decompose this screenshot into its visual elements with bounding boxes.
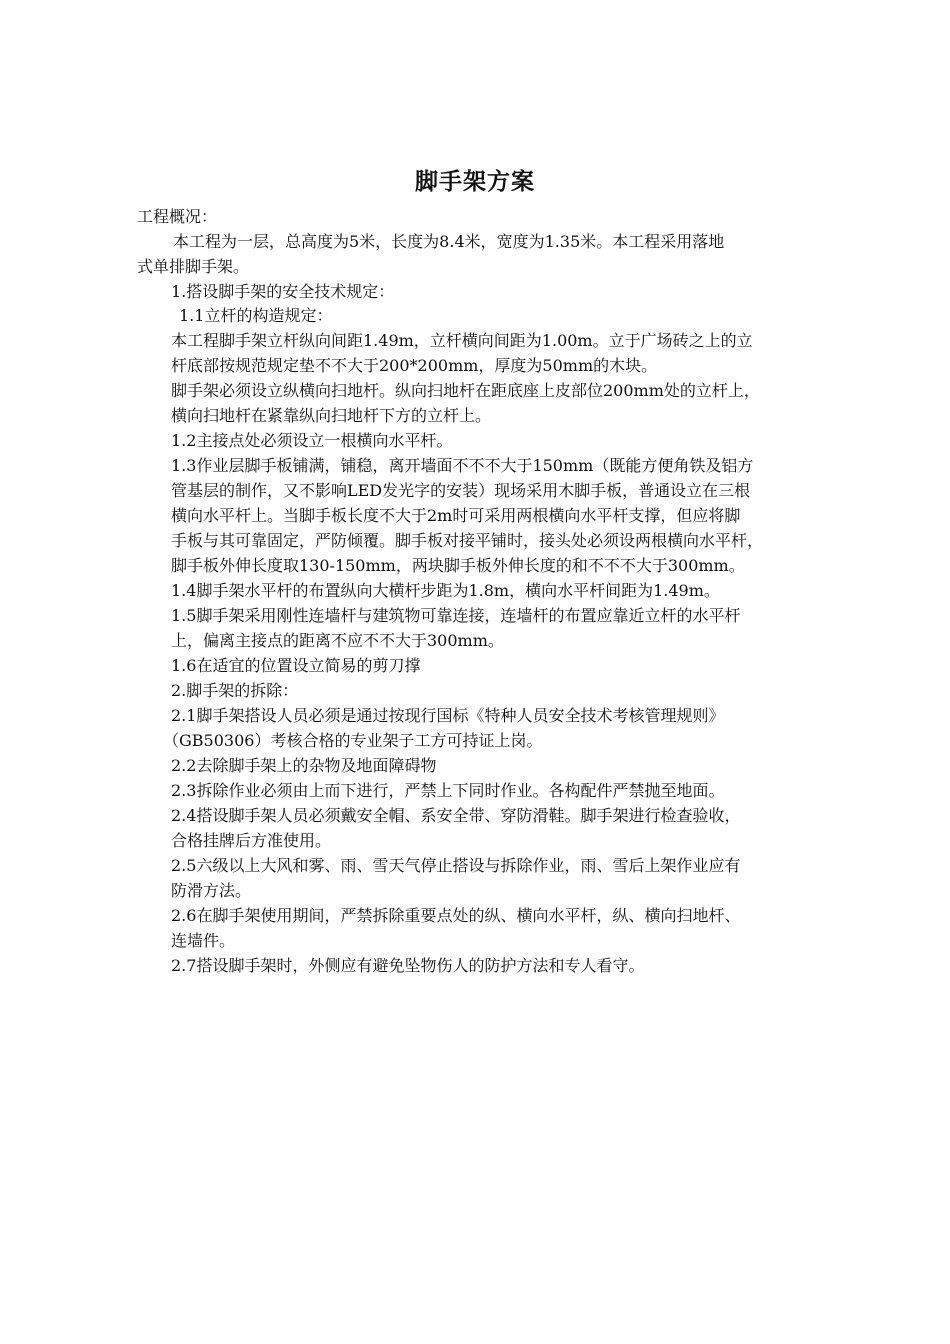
- list-item-2-2: 2.2去除脚手架上的杂物及地面障碍物: [171, 756, 437, 775]
- list-item-2-1: 2.1脚手架搭设人员必须是通过按现行国标《特种人员安全技术考核管理规则》: [171, 706, 725, 725]
- list-item-2-5: 2.5六级以上大风和雾、雨、雪天气停止搭设与拆除作业，雨、雪后上架作业应有: [171, 856, 741, 875]
- subsection-heading-1-1: 1.1立杆的构造规定：: [179, 306, 333, 325]
- paragraph-line: 本工程脚手架立杆纵向间距1.49m，立杆横向间距为1.00m。立于广场砖之上的立: [171, 331, 753, 350]
- list-item-1-6: 1.6在适宜的位置设立简易的剪刀撑: [171, 656, 421, 675]
- list-item-1-4: 1.4脚手架水平杆的布置纵向大横杆步距为1.8m，横向水平杆间距为1.49m。: [171, 581, 720, 600]
- paragraph-line: 防滑方法。: [171, 881, 252, 900]
- list-item-2-4: 2.4搭设脚手架人员必须戴安全帽、系安全带、穿防滑鞋。脚手架进行检查验收，: [171, 806, 741, 825]
- paragraph-line: 本工程为一层，总高度为5米，长度为8.4米，宽度为1.35米。本工程采用落地: [173, 232, 725, 251]
- paragraph-line: 横向水平杆上。当脚手板长度不大于2m时可采用两根横向水平杆支撑，但应将脚: [171, 506, 741, 525]
- section-heading-2: 2.脚手架的拆除：: [171, 681, 299, 700]
- list-item-2-6: 2.6在脚手架使用期间，严禁拆除重要点处的纵、横向水平杆，纵、横向扫地杆、: [171, 906, 741, 925]
- section-heading-1: 1.搭设脚手架的安全技术规定：: [171, 282, 395, 301]
- paragraph-line: 横向扫地杆在紧靠纵向扫地杆下方的立杆上。: [171, 406, 492, 425]
- paragraph-line: 上，偏离主接点的距离不应不不大于300mm。: [171, 631, 504, 650]
- list-item-1-3: 1.3作业层脚手板铺满，铺稳，离开墙面不不不大于150mm（既能方便角铁及铝方: [171, 456, 754, 475]
- paragraph-line: 脚手板外伸长度取130-150mm，两块脚手板外伸长度的和不不不大于300mm。: [171, 556, 745, 575]
- section-heading-overview: 工程概况：: [137, 207, 218, 226]
- paragraph-line: 式单排脚手架。: [137, 257, 250, 276]
- paragraph-line: 脚手架必须设立纵横向扫地杆。纵向扫地杆在距底座上皮部位200mm处的立杆上，: [171, 381, 760, 400]
- paragraph-line: 杆底部按规范规定垫不不大于200*200mm，厚度为50mm的木块。: [171, 356, 658, 375]
- paragraph-line: 手板与其可靠固定，严防倾覆。脚手板对接平铺时，接头处必须设两根横向水平杆，: [171, 531, 764, 550]
- document-title: 脚手架方案: [415, 169, 535, 195]
- paragraph-line: 连墙件。: [171, 931, 236, 950]
- list-item-2-3: 2.3拆除作业必须由上而下进行，严禁上下同时作业。各构配件严禁抛至地面。: [171, 781, 725, 800]
- paragraph-line: 合格挂牌后方准使用。: [171, 831, 332, 850]
- list-item-1-2: 1.2主接点处必须设立一根横向水平杆。: [171, 431, 453, 450]
- list-item-1-5: 1.5脚手架采用刚性连墙杆与建筑物可靠连接，连墙杆的布置应靠近立杆的水平杆: [171, 606, 741, 625]
- paragraph-line: 管基层的制作，又不影响LED发光字的安装）现场采用木脚手板，普通设立在三根: [171, 481, 751, 500]
- list-item-2-7: 2.7搭设脚手架时，外侧应有避免坠物伤人的防护方法和专人看守。: [171, 956, 645, 975]
- paragraph-line: （GB50306）考核合格的专业架子工方可持证上岗。: [163, 731, 543, 750]
